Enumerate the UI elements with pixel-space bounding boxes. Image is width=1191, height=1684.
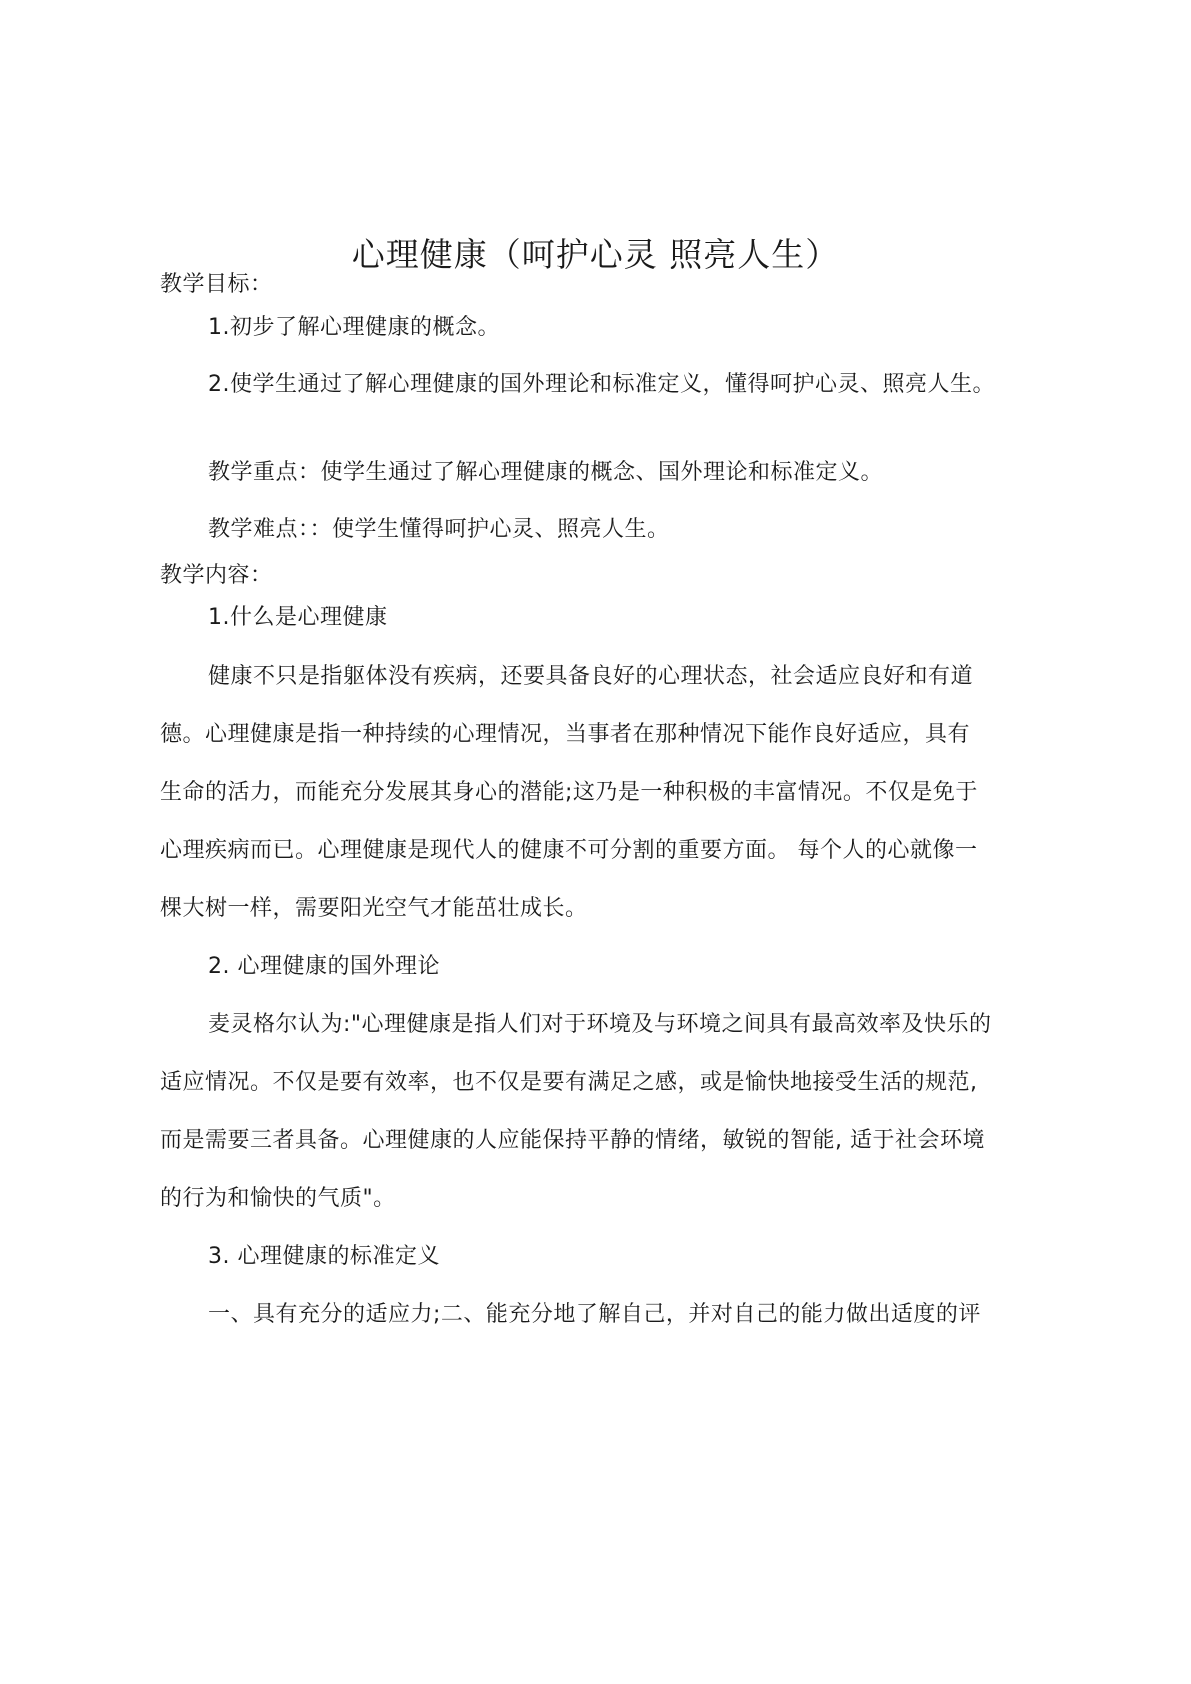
objectives-heading: 教学目标： xyxy=(160,272,273,297)
objective-item: 1.初步了解心理健康的概念。 xyxy=(208,315,500,340)
key-point: 教学重点：使学生通过了解心理健康的概念、国外理论和标准定义。 xyxy=(208,460,884,485)
paragraph-line: 一、具有充分的适应力;二、能充分地了解自己，并对自己的能力做出适度的评 xyxy=(208,1302,981,1327)
paragraph-line: 适应情况。不仅是要有效率，也不仅是要有满足之感，或是愉快地接受生活的规范, xyxy=(160,1070,978,1095)
paragraph-line: 麦灵格尔认为:"心理健康是指人们对于环境及与环境之间具有最高效率及快乐的 xyxy=(208,1012,992,1037)
paragraph-line: 的行为和愉快的气质"。 xyxy=(160,1186,396,1211)
page-title: 心理健康（呵护心灵 照亮人生） xyxy=(351,235,840,274)
paragraph-line: 棵大树一样，需要阳光空气才能茁壮成长。 xyxy=(160,896,588,921)
section-heading-3: 3. 心理健康的标准定义 xyxy=(208,1244,440,1269)
section-heading-1: 1.什么是心理健康 xyxy=(208,605,388,630)
difficulty: 教学难点：：使学生懂得呵护心灵、照亮人生。 xyxy=(208,517,670,542)
paragraph-line: 德。心理健康是指一种持续的心理情况，当事者在那种情况下能作良好适应，具有 xyxy=(160,722,971,747)
content-heading: 教学内容： xyxy=(160,563,273,588)
section-heading-2: 2. 心理健康的国外理论 xyxy=(208,954,440,979)
objective-item: 2.使学生通过了解心理健康的国外理论和标准定义，懂得呵护心灵、照亮人生。 xyxy=(208,372,995,397)
paragraph-line: 健康不只是指躯体没有疾病，还要具备良好的心理状态，社会适应良好和有道 xyxy=(208,664,974,689)
paragraph-line: 而是需要三者具备。心理健康的人应能保持平静的情绪，敏锐的智能, 适于社会环境 xyxy=(160,1128,985,1153)
paragraph-line: 心理疾病而已。心理健康是现代人的健康不可分割的重要方面。 每个人的心就像一 xyxy=(160,838,978,863)
paragraph-line: 生命的活力，而能充分发展其身心的潜能;这乃是一种积极的丰富情况。不仅是免于 xyxy=(160,780,978,805)
